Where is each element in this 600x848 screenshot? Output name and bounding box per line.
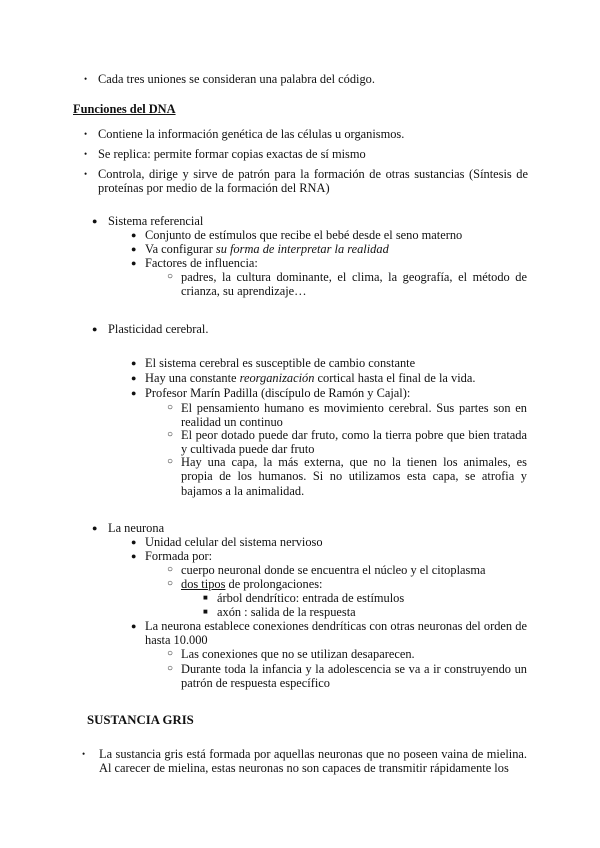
sistema-sub-2: ● Va configurar su forma de interpretar la realidad	[131, 242, 389, 256]
plasticidad-sub-3: ● Profesor Marín Padilla (discípulo de Ramón y Cajal):	[131, 386, 411, 400]
bullet-icon: ●	[131, 244, 137, 254]
la-neurona: ● La neurona	[92, 521, 165, 535]
sistema-sub-3: ● Factores de influencia:	[131, 256, 258, 270]
square-bullet-icon: ■	[203, 593, 208, 602]
sistema-referencial: ● Sistema referencial	[92, 214, 204, 228]
neurona-sub-2: ● Formada por:	[131, 549, 213, 563]
plasticidad-sub-3-item-2: ○ El peor dotado puede dar fruto, como la tierra pobre que bien tratada y cultivada puede dar fruto	[167, 428, 527, 457]
neurona-sub-3-item-2: ○ Durante toda la infancia y la adolescencia se va a ir construyendo un patrón de respuesta específico	[167, 662, 527, 691]
neurona-axon-item: ■ axón : salida de la respuesta	[203, 605, 356, 619]
bullet-icon: ●	[131, 537, 137, 547]
bullet-icon: ●	[131, 551, 137, 561]
sustancia-gris-title: SUSTANCIA GRIS	[87, 713, 194, 727]
bullet-icon: ●	[131, 621, 137, 631]
circle-bullet-icon: ○	[167, 648, 174, 659]
sistema-sub-1: ● Conjunto de estímulos que recibe el bebé desde el seno materno	[131, 228, 463, 242]
bullet-icon: •	[84, 149, 88, 159]
funciones-item-2: • Se replica: permite formar copias exactas de sí mismo	[84, 147, 366, 161]
bullet-icon: •	[82, 749, 86, 759]
plasticidad-sub-3-item-3: ○ Hay una capa, la más externa, que no la tienen los animales, es propia de los humanos. Si no utilizamos esta capa, se atrofia y bajamos a la animalidad.	[167, 455, 527, 498]
circle-bullet-icon: ○	[167, 271, 174, 282]
sustancia-gris-text: • La sustancia gris está formada por aquellas neuronas que no poseen vaina de mielina. Al carecer de mielina, estas neuronas no son capaces de transmitir rápidamente los	[82, 747, 527, 776]
bullet-icon: •	[84, 169, 88, 179]
neurona-sub-3: ● La neurona establece conexiones dendríticas con otras neuronas del orden de hasta 10.000	[131, 619, 527, 648]
sistema-sub-3-item: ○ padres, la cultura dominante, el clima, la geografía, el método de crianza, su aprendizaje…	[167, 270, 527, 299]
bullet-icon: ●	[92, 216, 98, 226]
bullet-icon: ●	[131, 388, 137, 398]
bullet-icon: •	[84, 129, 88, 139]
neurona-sub-1: ● Unidad celular del sistema nervioso	[131, 535, 323, 549]
bullet-icon: ●	[131, 230, 137, 240]
plasticidad-sub-1: ● El sistema cerebral es susceptible de cambio constante	[131, 356, 416, 370]
neurona-dendrite-item: ■ árbol dendrítico: entrada de estímulos	[203, 591, 405, 605]
circle-bullet-icon: ○	[167, 663, 174, 674]
bullet-icon: ●	[92, 324, 98, 334]
funciones-item-3: • Controla, dirige y sirve de patrón para la formación de otras sustancias (Síntesis de proteínas por medio de la formación del RNA)	[84, 167, 528, 196]
circle-bullet-icon: ○	[167, 429, 174, 440]
funciones-heading: Funciones del DNA	[73, 102, 176, 116]
bullet-icon: ●	[92, 523, 98, 533]
bullet-icon: ●	[131, 358, 137, 368]
circle-bullet-icon: ○	[167, 578, 174, 589]
circle-bullet-icon: ○	[167, 564, 174, 575]
circle-bullet-icon: ○	[167, 402, 174, 413]
plasticidad-cerebral: ● Plasticidad cerebral.	[92, 322, 209, 336]
top-bullet: • Cada tres uniones se consideran una palabra del código.	[84, 72, 375, 86]
bullet-icon: ●	[131, 373, 137, 383]
neurona-sub-3-item-1: ○ Las conexiones que no se utilizan desaparecen.	[167, 647, 415, 661]
bullet-icon: •	[84, 74, 88, 84]
plasticidad-sub-2: ● Hay una constante reorganización cortical hasta el final de la vida.	[131, 371, 476, 385]
funciones-item-1: • Contiene la información genética de las células u organismos.	[84, 127, 405, 141]
square-bullet-icon: ■	[203, 607, 208, 616]
circle-bullet-icon: ○	[167, 456, 174, 467]
neurona-sub-2-item-2: ○ dos tipos de prolongaciones:	[167, 577, 323, 591]
bullet-icon: ●	[131, 258, 137, 268]
plasticidad-sub-3-item-1: ○ El pensamiento humano es movimiento cerebral. Sus partes son en realidad un continuo	[167, 401, 527, 430]
neurona-sub-2-item-1: ○ cuerpo neuronal donde se encuentra el núcleo y el citoplasma	[167, 563, 486, 577]
